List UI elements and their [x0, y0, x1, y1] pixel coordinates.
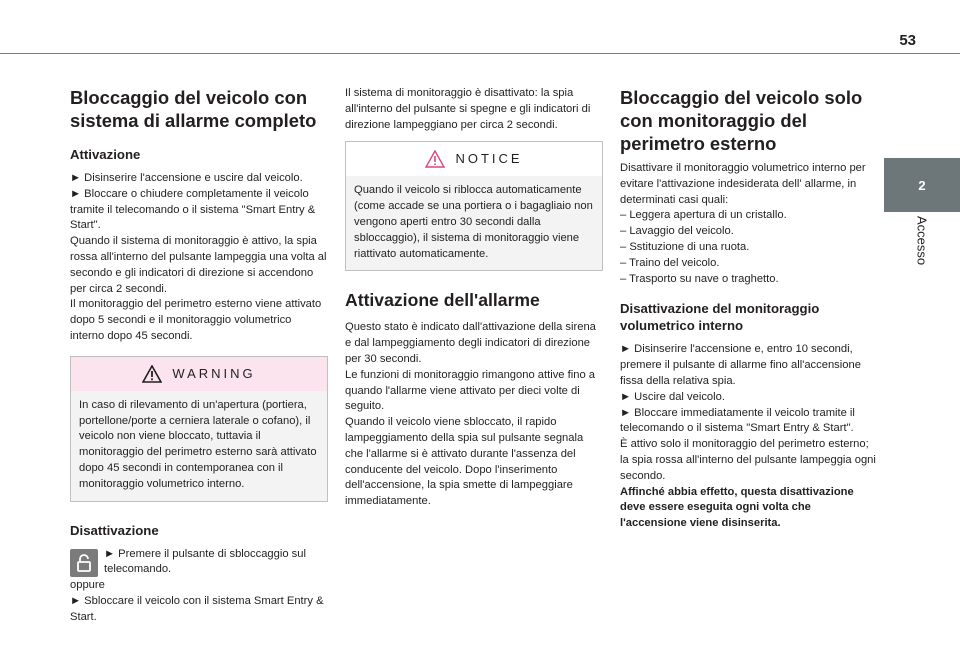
- paragraph: ► Uscire dal veicolo.: [620, 390, 725, 403]
- paragraph: È attivo solo il monitoraggio del perimetro esterno; la spia rossa all'interno del pulsante lampeggia ogni secondo.: [620, 438, 876, 482]
- section-title: Bloccaggio del veicolo solo con monitoraggio del perimetro esterno: [620, 87, 863, 154]
- bold-note: Affinché abbia effetto, questa disattivazione deve essere eseguita ogni volta che l'accensione viene disinserita.: [620, 485, 854, 530]
- alarm-title: Attivazione dell'allarme: [345, 290, 540, 311]
- warning-title: WARNING: [172, 365, 256, 381]
- paragraph: ► Premere il pulsante di sbloccaggio sul telecomando.: [104, 547, 306, 576]
- paragraph: ► Bloccare o chiudere completamente il veicolo tramite il telecomando o il sistema "Smart Entry & Start".: [70, 187, 316, 232]
- paragraph: ► Sbloccare il veicolo con il sistema Smart Entry & Start.: [70, 594, 324, 623]
- page-number: 53: [899, 32, 916, 49]
- chapter-number: 2: [918, 177, 926, 193]
- paragraph: ► Disinserire l'accensione e, entro 10 secondi, premere il pulsante di allarme fino all'accensione fissa della relativa spia.: [620, 343, 861, 387]
- column-3: [620, 86, 878, 532]
- paragraph: ► Disinserire l'accensione e uscire dal veicolo.: [70, 172, 303, 184]
- notice-text: Quando il veicolo si riblocca automaticamente (come accade se una portiera o i bagagliaio non vengono aperti entro 30 secondi dalla sbloccaggio), il sistema di monitoraggio viene riattivato automaticamente.: [354, 184, 593, 260]
- list-item: – Sstituzione di una ruota.: [620, 240, 750, 253]
- unlock-icon: [70, 549, 98, 577]
- paragraph: ► Bloccare immediatamente il veicolo tramite il telecomando o il sistema "Smart Entry & Start".: [620, 406, 855, 435]
- notice-title: NOTICE: [455, 151, 523, 167]
- column-1: [70, 86, 328, 626]
- warning-text: In caso di rilevamento di un'apertura (portiera, portellone/porte a cerniera laterale o cofano), il veicolo non viene bloccato, tuttavia il monitoraggio del perimetro esterno sarà attivato dopo 45 secondi in contemporanea con il monitoraggio volumetrico interno.: [79, 398, 317, 490]
- header-rule: [0, 53, 960, 54]
- chapter-tab[interactable]: [884, 158, 960, 212]
- chapter-label: [884, 216, 960, 306]
- paragraph: Quando il sistema di monitoraggio è attivo, la spia rossa all'interno del pulsante lampeggia una volta al secondo e gli indicatori di direzione si accendono per circa 2 secondi.: [70, 235, 327, 295]
- deactivation-heading: Disattivazione: [70, 522, 159, 538]
- volumetric-deactivation-heading: Disattivazione del monitoraggio volumetrico interno: [620, 301, 820, 334]
- unlock-instruction: [70, 547, 328, 579]
- paragraph: Il monitoraggio del perimetro esterno viene attivato dopo 5 secondi e il monitoraggio volumetrico interno dopo 45 secondi.: [70, 298, 322, 342]
- chapter-label-text: Accesso: [914, 216, 930, 266]
- activation-heading: Attivazione: [70, 147, 141, 162]
- notice-header: [346, 142, 602, 176]
- list-item: – Traino del veicolo.: [620, 256, 720, 269]
- warning-box: [70, 356, 328, 502]
- warning-triangle-icon: [142, 365, 162, 383]
- paragraph: Disattivare il monitoraggio volumetrico interno per evitare l'attivazione indesiderata dell' allarme, in determinati casi quali:: [620, 162, 866, 206]
- section-title: Bloccaggio del veicolo con sistema di allarme completo: [70, 87, 317, 131]
- paragraph: Le funzioni di monitoraggio rimangono attive fino a quando l'allarme viene attivato per dieci volte di seguito.: [345, 368, 596, 413]
- column-2: [345, 86, 603, 510]
- notice-triangle-icon: [425, 150, 445, 168]
- paragraph: oppure: [70, 579, 105, 592]
- list-item: – Trasporto su nave o traghetto.: [620, 272, 779, 285]
- list-item: – Leggera apertura di un cristallo.: [620, 209, 787, 222]
- list-item: – Lavaggio del veicolo.: [620, 225, 734, 238]
- paragraph: Il sistema di monitoraggio è disattivato: la spia all'interno del pulsante si spegne e gli indicatori di direzione lampeggiano per circa 2 secondi.: [345, 87, 591, 131]
- paragraph: Questo stato è indicato dall'attivazione della sirena e dal lampeggiamento degli indicatori di direzione per 30 secondi.: [345, 321, 596, 365]
- notice-box: [345, 141, 603, 271]
- paragraph: Quando il veicolo viene sbloccato, il rapido lampeggiamento della spia sul pulsante segnala che l'allarme si è attivato durante l'assenza del conducente del veicolo. Dopo l'inserimento dell'accensione, la spia smette di lampeggiare immediatamente.: [345, 416, 584, 508]
- warning-header: [71, 357, 327, 391]
